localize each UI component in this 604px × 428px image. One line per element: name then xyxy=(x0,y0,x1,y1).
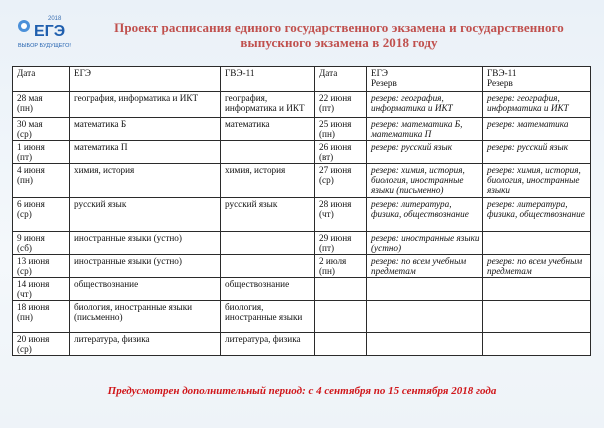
cell-date-reserve: 2 июля (пн) xyxy=(315,255,367,278)
cell-gve xyxy=(221,141,315,164)
ege-logo xyxy=(14,12,96,50)
table-row xyxy=(13,255,591,278)
cell-ege-reserve: резерв: география, информатика и ИКТ xyxy=(367,92,483,118)
cell-gve-reserve xyxy=(483,301,591,333)
cell-gve: русский язык xyxy=(221,198,315,232)
cell-ege-reserve: резерв: химия, история, биология, иностранные языки (письменно) xyxy=(367,164,483,198)
cell-date: 1 июня (пт) xyxy=(13,141,70,164)
table-header-row xyxy=(13,67,591,92)
cell-gve xyxy=(221,255,315,278)
table-row xyxy=(13,92,591,118)
svg-text:ВЫБОР БУДУЩЕГО!: ВЫБОР БУДУЩЕГО! xyxy=(18,43,71,49)
page-title xyxy=(104,20,574,50)
cell-gve: литература, физика xyxy=(221,333,315,356)
cell-gve-reserve: резерв: математика xyxy=(483,118,591,141)
cell-gve-reserve: резерв: по всем учебным предметам xyxy=(483,255,591,278)
header-date-reserve: Дата xyxy=(315,67,367,92)
cell-date-reserve: 22 июня (пт) xyxy=(315,92,367,118)
cell-gve-reserve: резерв: химия, история, биология, иностранные языки xyxy=(483,164,591,198)
cell-ege: русский язык xyxy=(70,198,221,232)
cell-gve: биология, иностранные языки xyxy=(221,301,315,333)
header-gve: ГВЭ-11 xyxy=(221,67,315,92)
cell-ege: иностранные языки (устно) xyxy=(70,232,221,255)
cell-date-reserve: 27 июня (ср) xyxy=(315,164,367,198)
cell-ege-reserve: резерв: по всем учебным предметам xyxy=(367,255,483,278)
header-ege: ЕГЭ xyxy=(70,67,221,92)
cell-ege: литература, физика xyxy=(70,333,221,356)
cell-date-reserve xyxy=(315,301,367,333)
cell-ege: иностранные языки (устно) xyxy=(70,255,221,278)
cell-ege-reserve xyxy=(367,301,483,333)
cell-date-reserve: 25 июня (пн) xyxy=(315,118,367,141)
title-line-2: выпускного экзамена в 2018 году xyxy=(240,35,438,50)
cell-gve-reserve xyxy=(483,278,591,301)
cell-gve: химия, история xyxy=(221,164,315,198)
cell-gve-reserve xyxy=(483,333,591,356)
cell-gve-reserve: резерв: русский язык xyxy=(483,141,591,164)
cell-gve-reserve: резерв: география, информатика и ИКТ xyxy=(483,92,591,118)
cell-gve: математика xyxy=(221,118,315,141)
cell-date: 6 июня (ср) xyxy=(13,198,70,232)
cell-ege-reserve xyxy=(367,278,483,301)
table-row xyxy=(13,198,591,232)
title-line-1: Проект расписания единого государственного экзамена и государственного xyxy=(114,20,564,35)
cell-gve xyxy=(221,232,315,255)
cell-date: 4 июня (пн) xyxy=(13,164,70,198)
table-row xyxy=(13,118,591,141)
cell-ege-reserve xyxy=(367,333,483,356)
cell-gve-reserve: резерв: литература, физика, обществознание xyxy=(483,198,591,232)
cell-date: 14 июня (чт) xyxy=(13,278,70,301)
cell-date: 18 июня (пн) xyxy=(13,301,70,333)
cell-date: 20 июня (ср) xyxy=(13,333,70,356)
table-row xyxy=(13,164,591,198)
cell-date-reserve xyxy=(315,278,367,301)
cell-ege-reserve: резерв: иностранные языки (устно) xyxy=(367,232,483,255)
svg-text:ЕГЭ: ЕГЭ xyxy=(34,23,66,40)
table-row xyxy=(13,232,591,255)
cell-date-reserve: 26 июня (вт) xyxy=(315,141,367,164)
cell-ege-reserve: резерв: математика Б, математика П xyxy=(367,118,483,141)
cell-date-reserve: 29 июня (пт) xyxy=(315,232,367,255)
cell-ege-reserve: резерв: литература, физика, обществознание xyxy=(367,198,483,232)
table-row xyxy=(13,141,591,164)
schedule-table xyxy=(12,66,591,356)
cell-gve: география, информатика и ИКТ xyxy=(221,92,315,118)
cell-date-reserve xyxy=(315,333,367,356)
header-ege-reserve: ЕГЭ Резерв xyxy=(367,67,483,92)
cell-ege: химия, история xyxy=(70,164,221,198)
cell-ege: биология, иностранные языки (письменно) xyxy=(70,301,221,333)
cell-ege: математика Б xyxy=(70,118,221,141)
cell-gve: обществознание xyxy=(221,278,315,301)
cell-ege: география, информатика и ИКТ xyxy=(70,92,221,118)
table-row xyxy=(13,333,591,356)
header-gve-reserve: ГВЭ-11 Резерв xyxy=(483,67,591,92)
svg-text:2018: 2018 xyxy=(48,16,62,22)
footer-note: Предусмотрен дополнительный период: с 4 сентября по 15 сентября 2018 года xyxy=(107,385,497,397)
cell-gve-reserve xyxy=(483,232,591,255)
cell-ege: математика П xyxy=(70,141,221,164)
cell-date: 30 мая (ср) xyxy=(13,118,70,141)
cell-ege-reserve: резерв: русский язык xyxy=(367,141,483,164)
cell-date: 13 июня (ср) xyxy=(13,255,70,278)
cell-date-reserve: 28 июня (чт) xyxy=(315,198,367,232)
table-row xyxy=(13,301,591,333)
cell-ege: обществознание xyxy=(70,278,221,301)
cell-date: 28 мая (пн) xyxy=(13,92,70,118)
header-date: Дата xyxy=(13,67,70,92)
cell-date: 9 июня (сб) xyxy=(13,232,70,255)
table-row xyxy=(13,278,591,301)
